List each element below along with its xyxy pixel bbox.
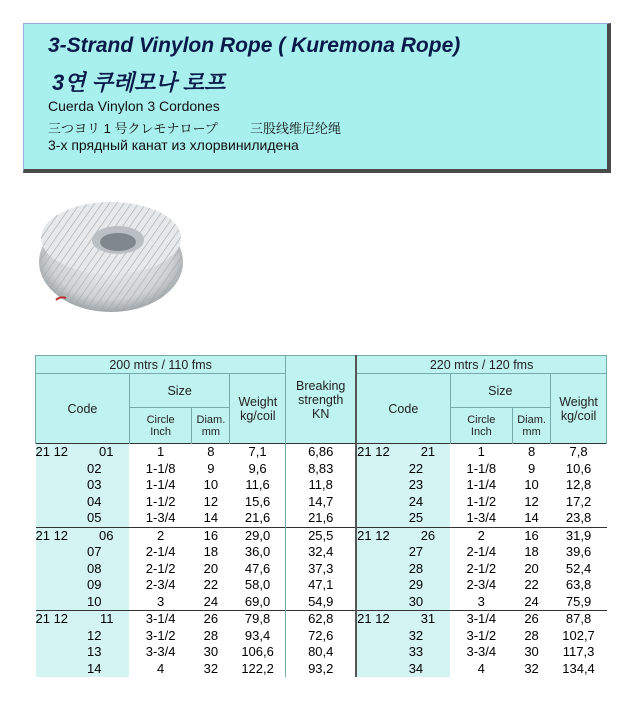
left-circle-cell: 1-1/4 — [145, 477, 176, 493]
left-diam-cell: 32 — [203, 660, 219, 676]
right-weight-cell: 63,8 — [565, 577, 592, 593]
table-row — [36, 527, 607, 544]
left-code-cell: 09 — [36, 577, 130, 594]
right-code-cell: 33 — [356, 644, 450, 661]
left-weight-cell: 106,6 — [241, 644, 274, 660]
left-code-cell: 21 12 01 — [36, 444, 130, 461]
left-circle-header: Circle Inch — [129, 408, 192, 444]
left-code-cell: 07 — [36, 544, 130, 561]
right-weight-cell: 87,8 — [551, 611, 607, 628]
left-code-cell: 08 — [36, 561, 130, 578]
right-circle-header: Circle Inch — [450, 408, 513, 444]
right-diam-cell: 16 — [513, 527, 551, 544]
table-row — [36, 477, 607, 494]
left-size-header: Size — [129, 374, 230, 408]
left-code-cell: 21 12 06 — [36, 527, 130, 544]
right-diam-cell: 32 — [524, 660, 539, 676]
table-row — [36, 510, 607, 527]
right-diam-cell: 9 — [527, 460, 536, 476]
left-code-cell: 02 — [36, 461, 130, 478]
left-circle-cell: 2-1/4 — [145, 544, 176, 560]
left-code-cell: 13 — [36, 644, 130, 661]
left-circle-cell: 1-3/4 — [145, 510, 176, 526]
right-code-header: Code — [356, 374, 450, 444]
rope-spec-table — [35, 355, 607, 677]
right-weight-cell: 10,6 — [565, 460, 592, 476]
breaking-strength-cell: 21,6 — [286, 510, 356, 527]
breaking-strength-cell: 32,4 — [286, 544, 356, 561]
right-circle-cell: 1-3/4 — [466, 510, 497, 526]
left-diam-cell: 12 — [203, 493, 219, 509]
right-diam-cell: 24 — [524, 593, 539, 609]
breaking-strength-cell: 93,2 — [286, 661, 356, 678]
right-weight-cell: 17,2 — [565, 493, 592, 509]
title-russian: 3-х прядный канат из хлорвинилидена — [48, 137, 299, 153]
left-code-cell: 14 — [36, 661, 130, 678]
right-weight-header: Weight kg/coil — [551, 374, 607, 444]
left-circle-cell: 1 — [129, 444, 192, 461]
left-diam-cell: 30 — [203, 644, 219, 660]
right-circle-cell: 1-1/8 — [466, 460, 497, 476]
right-code-cell: 28 — [356, 561, 450, 578]
right-code-cell: 34 — [356, 661, 450, 678]
left-diam-cell: 20 — [203, 560, 219, 576]
right-weight-cell: 134,4 — [562, 660, 595, 676]
left-diam-cell: 28 — [203, 627, 219, 643]
left-weight-cell: 69,0 — [244, 593, 271, 609]
breaking-strength-cell: 47,1 — [286, 577, 356, 594]
left-circle-cell: 2 — [129, 527, 192, 544]
right-circle-cell: 3 — [477, 593, 485, 609]
right-diam-cell: 8 — [513, 444, 551, 461]
right-weight-cell: 52,4 — [565, 560, 592, 576]
left-weight-cell: 11,6 — [245, 477, 270, 493]
right-group-header: 220 mtrs / 120 fms — [356, 356, 606, 374]
left-circle-cell: 3-3/4 — [145, 644, 176, 660]
right-diam-cell: 10 — [524, 477, 539, 493]
left-code-cell: 21 12 11 — [36, 611, 130, 628]
right-diam-cell: 18 — [524, 544, 539, 560]
breaking-strength-cell: 25,5 — [286, 527, 356, 544]
right-weight-cell: 31,9 — [551, 527, 607, 544]
breaking-strength-cell: 11,8 — [286, 477, 356, 494]
table-row — [36, 644, 607, 661]
left-code-header: Code — [36, 374, 130, 444]
table-row — [36, 494, 607, 511]
left-circle-cell: 4 — [157, 660, 165, 676]
left-group-header: 200 mtrs / 110 fms — [36, 356, 286, 374]
breaking-strength-cell: 8,83 — [286, 461, 356, 478]
right-code-cell: 21 12 26 — [356, 527, 450, 544]
right-size-header: Size — [450, 374, 551, 408]
right-circle-cell: 2-3/4 — [466, 577, 497, 593]
table-row — [36, 628, 607, 645]
left-diam-cell: 22 — [203, 577, 219, 593]
left-circle-cell: 2-3/4 — [145, 577, 176, 593]
breaking-strength-cell: 72,6 — [286, 628, 356, 645]
left-weight-cell: 21,6 — [244, 510, 271, 526]
left-weight-header: Weight kg/coil — [230, 374, 286, 444]
right-weight-cell: 23,8 — [565, 510, 592, 526]
title-spanish: Cuerda Vinylon 3 Cordones — [48, 98, 220, 114]
breaking-strength-header: Breaking strength KN — [286, 356, 356, 444]
title-banner — [23, 23, 611, 173]
title-korean: 3연 쿠레모나 로프 — [52, 70, 226, 95]
left-diam-cell: 16 — [192, 527, 230, 544]
left-diam-header: Diam. mm — [192, 408, 230, 444]
table-row — [36, 577, 607, 594]
right-diam-cell: 12 — [524, 493, 539, 509]
rope-coil-image — [36, 182, 186, 316]
left-weight-cell: 58,0 — [244, 577, 271, 593]
left-circle-cell: 3-1/4 — [129, 611, 192, 628]
right-code-cell: 27 — [356, 544, 450, 561]
left-weight-cell: 122,2 — [241, 660, 274, 676]
left-diam-cell: 9 — [207, 460, 215, 476]
title-chinese: 三股线维尼纶绳 — [250, 121, 342, 136]
left-code-cell: 10 — [36, 594, 130, 611]
left-diam-cell: 18 — [203, 544, 219, 560]
left-circle-cell: 1-1/8 — [145, 460, 176, 476]
right-code-cell: 24 — [356, 494, 450, 511]
left-weight-cell: 15,6 — [244, 493, 271, 509]
right-circle-cell: 3-1/4 — [450, 611, 513, 628]
left-diam-cell: 26 — [192, 611, 230, 628]
left-code-cell: 04 — [36, 494, 130, 511]
left-circle-cell: 2-1/2 — [145, 560, 176, 576]
right-diam-cell: 26 — [513, 611, 551, 628]
right-code-cell: 29 — [356, 577, 450, 594]
table-row — [36, 444, 607, 461]
breaking-strength-cell: 6,86 — [286, 444, 356, 461]
right-code-cell: 30 — [356, 594, 450, 611]
table-row — [36, 544, 607, 561]
right-diam-header: Diam. mm — [513, 408, 551, 444]
right-diam-cell: 28 — [524, 627, 539, 643]
right-diam-cell: 30 — [524, 644, 539, 660]
title-japanese: 三つヨリ 1 号クレモナロープ — [48, 121, 218, 136]
table-row — [36, 661, 607, 678]
left-diam-cell: 14 — [203, 510, 219, 526]
breaking-strength-cell: 54,9 — [286, 594, 356, 611]
left-code-cell: 05 — [36, 510, 130, 527]
right-weight-cell: 75,9 — [565, 593, 592, 609]
right-code-cell: 25 — [356, 510, 450, 527]
right-diam-cell: 20 — [524, 560, 539, 576]
breaking-strength-cell: 14,7 — [286, 494, 356, 511]
left-weight-cell: 7,1 — [230, 444, 286, 461]
right-circle-cell: 1 — [450, 444, 513, 461]
left-circle-cell: 3-1/2 — [145, 627, 176, 643]
right-circle-cell: 2-1/4 — [466, 544, 497, 560]
left-code-cell: 03 — [36, 477, 130, 494]
right-weight-cell: 12,8 — [565, 477, 592, 493]
left-code-cell: 12 — [36, 628, 130, 645]
table-row — [36, 561, 607, 578]
right-diam-cell: 14 — [524, 510, 539, 526]
table-row — [36, 461, 607, 478]
title-english: 3-Strand Vinylon Rope ( Kuremona Rope) — [48, 34, 461, 57]
left-circle-cell: 3 — [157, 593, 165, 609]
left-weight-cell: 79,8 — [230, 611, 286, 628]
right-circle-cell: 3-3/4 — [466, 644, 497, 660]
right-weight-cell: 117,3 — [562, 644, 595, 660]
left-diam-cell: 24 — [203, 593, 219, 609]
table-row — [36, 594, 607, 611]
breaking-strength-cell: 37,3 — [286, 561, 356, 578]
right-weight-cell: 102,7 — [562, 627, 595, 643]
right-code-cell: 21 12 31 — [356, 611, 450, 628]
right-circle-cell: 1-1/4 — [466, 477, 497, 493]
left-weight-cell: 29,0 — [230, 527, 286, 544]
right-code-cell: 21 12 21 — [356, 444, 450, 461]
left-weight-cell: 9,6 — [248, 460, 267, 476]
table-row — [36, 611, 607, 628]
breaking-strength-cell: 62,8 — [286, 611, 356, 628]
right-circle-cell: 1-1/2 — [466, 493, 497, 509]
right-weight-cell: 39,6 — [565, 544, 592, 560]
right-circle-cell: 2 — [450, 527, 513, 544]
left-diam-cell: 8 — [192, 444, 230, 461]
right-circle-cell: 2-1/2 — [466, 560, 497, 576]
right-circle-cell: 3-1/2 — [466, 627, 497, 643]
left-diam-cell: 10 — [203, 477, 219, 493]
left-weight-cell: 93,4 — [244, 627, 271, 643]
right-code-cell: 32 — [356, 628, 450, 645]
breaking-strength-cell: 80,4 — [286, 644, 356, 661]
right-weight-cell: 7,8 — [551, 444, 607, 461]
left-weight-cell: 47,6 — [244, 560, 271, 576]
right-code-cell: 22 — [356, 461, 450, 478]
left-weight-cell: 36,0 — [244, 544, 271, 560]
left-circle-cell: 1-1/2 — [145, 493, 176, 509]
right-diam-cell: 22 — [524, 577, 539, 593]
right-circle-cell: 4 — [477, 660, 485, 676]
table-body — [36, 444, 607, 678]
right-code-cell: 23 — [356, 477, 450, 494]
